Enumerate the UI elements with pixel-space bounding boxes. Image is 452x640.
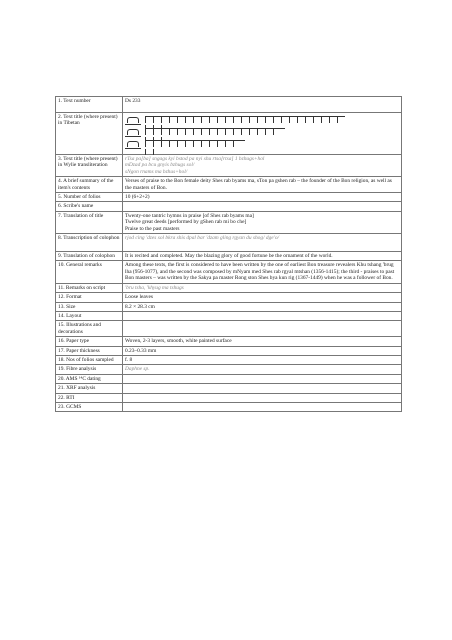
row-scribe bbox=[56, 202, 402, 211]
row-wylie-title bbox=[56, 155, 402, 177]
row-folios-sampled bbox=[56, 355, 402, 364]
label-rti: 22. RTI bbox=[56, 393, 123, 402]
label-format: 12. Format bbox=[56, 293, 123, 302]
value-format: Loose leaves bbox=[123, 293, 402, 302]
row-title-translation bbox=[56, 211, 402, 233]
value-rti bbox=[123, 393, 402, 402]
row-paper-thickness bbox=[56, 346, 402, 355]
row-tibetan-title bbox=[56, 113, 402, 155]
tibetan-title-line-1 bbox=[125, 114, 399, 126]
value-size: 8.2 × 28.3 cm bbox=[123, 302, 402, 311]
label-wylie-title: 3. Text title (where present) in Wylie transliteration bbox=[56, 155, 123, 177]
value-fibre-analysis: Daphne sp. bbox=[123, 365, 402, 374]
label-general-remarks: 10. General remarks bbox=[56, 261, 123, 283]
tibetan-yig-mgo-icon bbox=[125, 128, 141, 137]
row-layout bbox=[56, 311, 402, 320]
value-tibetan-title bbox=[123, 113, 402, 155]
label-folios: 5. Number of folios bbox=[56, 193, 123, 202]
value-paper-thickness: 0.23–0.33 mm bbox=[123, 346, 402, 355]
label-colophon-translation: 9. Translation of colophon bbox=[56, 252, 123, 261]
row-gcms bbox=[56, 402, 402, 411]
label-fibre-analysis: 19. Fibre analysis bbox=[56, 365, 123, 374]
value-script-remarks: 'bru tsha, 'khyug ma tshugs bbox=[123, 283, 402, 292]
label-script-remarks: 11. Remarks on script bbox=[56, 283, 123, 292]
row-script-remarks bbox=[56, 283, 402, 292]
value-folios-sampled: f. 8 bbox=[123, 355, 402, 364]
row-ams-dating bbox=[56, 374, 402, 383]
value-gcms bbox=[123, 402, 402, 411]
label-summary: 4. A brief summary of the item's contents bbox=[56, 177, 123, 193]
label-tibetan-title: 2. Text title (where present) in Tibetan bbox=[56, 113, 123, 155]
value-scribe bbox=[123, 202, 402, 211]
value-general-remarks: Among these texts, the first is considered to have been written by the one of earliest Bon treasure revealers Khu tshang 'brug lha (956-1077), and the second was composed by mNyam med Shes rab rgyal mtshan (1356-1415); the third - praises to past Bon masters – was written by the Sakya pa master Rong ston Shes bya kun rig (1367-1449) when he was a follower of Bon. bbox=[123, 261, 402, 283]
label-paper-thickness: 17. Paper thickness bbox=[56, 346, 123, 355]
label-gcms: 23. GCMS bbox=[56, 402, 123, 411]
tibetan-title-line-3 bbox=[125, 138, 399, 150]
tibetan-yig-mgo-icon bbox=[125, 116, 141, 125]
value-title-translation: Twenty-one tantric hymns in praise [of Shes rab byams ma] Twelve great deeds [performed by gShen rab mi bo che] Praise to the past masters bbox=[123, 211, 402, 233]
catalogue-table bbox=[55, 96, 402, 412]
label-title-translation: 7. Translation of title bbox=[56, 211, 123, 233]
row-colophon-translation bbox=[56, 252, 402, 261]
label-text-number: 1. Text number bbox=[56, 97, 123, 113]
row-rti bbox=[56, 393, 402, 402]
label-folios-sampled: 18. Nos of folios sampled bbox=[56, 355, 123, 364]
label-scribe: 6. Scribe's name bbox=[56, 202, 123, 211]
row-xrf-analysis bbox=[56, 384, 402, 393]
row-paper-type bbox=[56, 337, 402, 346]
row-folios bbox=[56, 193, 402, 202]
label-xrf-analysis: 21. XRF analysis bbox=[56, 384, 123, 393]
row-text-number bbox=[56, 97, 402, 113]
row-size bbox=[56, 302, 402, 311]
label-paper-type: 16. Paper type bbox=[56, 337, 123, 346]
label-size: 13. Size bbox=[56, 302, 123, 311]
row-format bbox=[56, 293, 402, 302]
value-wylie-title: rTsa pa[ba] sngags kyi bstod pa nyi shu rtsa[rtsa] 1 bzhugs+hol mDzad pa bcu gnyis bzhugs sol/ sNgon rnams ma bzhus+hol/ bbox=[123, 155, 402, 177]
value-illustrations bbox=[123, 321, 402, 337]
row-general-remarks bbox=[56, 261, 402, 283]
label-illustrations: 15. Illustrations and decorations bbox=[56, 321, 123, 337]
value-paper-type: Woven, 2-3 layers, smooth, white painted surface bbox=[123, 337, 402, 346]
tibetan-yig-mgo-icon bbox=[125, 140, 141, 149]
label-ams-dating: 20. AMS ¹⁴C dating bbox=[56, 374, 123, 383]
value-folios: 10 (6+2+2) bbox=[123, 193, 402, 202]
value-summary: Verses of praise to the Bon female deity Shes rab byams ma, sTon pa gshen rab – the founder of the Bon religion, as well as the masters of Bon. bbox=[123, 177, 402, 193]
value-text-number: Ds 233 bbox=[123, 97, 402, 113]
value-colophon-translation: It is recited and completed. May the blazing glory of good fortune be the ornament of the world. bbox=[123, 252, 402, 261]
row-colophon-transcription bbox=[56, 234, 402, 252]
row-fibre-analysis bbox=[56, 365, 402, 374]
label-layout: 14. Layout bbox=[56, 311, 123, 320]
label-colophon-transcription: 8. Transcription of colophon bbox=[56, 234, 123, 252]
value-layout bbox=[123, 311, 402, 320]
value-xrf-analysis bbox=[123, 384, 402, 393]
value-colophon-transcription: rjod cing 'dzes sol bkra shis dpal bar 'dzam gling rgyan du shog/ dge'o/ bbox=[123, 234, 402, 252]
value-ams-dating bbox=[123, 374, 402, 383]
tibetan-title-line-2 bbox=[125, 126, 399, 138]
row-illustrations bbox=[56, 321, 402, 337]
row-summary bbox=[56, 177, 402, 193]
